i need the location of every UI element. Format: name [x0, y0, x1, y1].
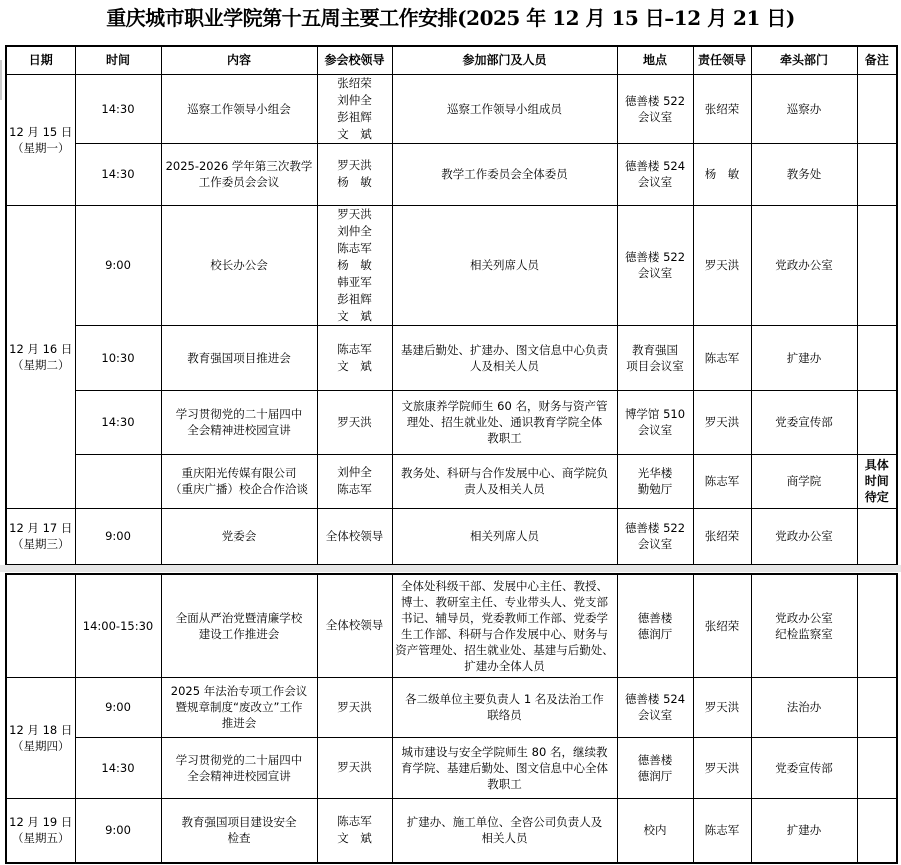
cell-content: 2025 年法治专项工作会议 暨规章制度“废改立”工作 推进会 [161, 677, 317, 737]
cell-content: 重庆阳光传媒有限公司 （重庆广播）校企合作洽谈 [161, 454, 317, 508]
cell-time: 9:00 [75, 677, 161, 737]
header-time: 时间 [75, 46, 161, 74]
window-edge [0, 60, 2, 100]
cell-dept: 党政办公室 [751, 205, 857, 325]
cell-note [857, 325, 897, 390]
cell-dept: 党政办公室 [751, 508, 857, 565]
table-row [6, 390, 897, 454]
cell-participants: 各二级单位主要负责人 1 名及法治工作 联络员 [392, 677, 617, 737]
cell-time: 9:00 [75, 798, 161, 863]
table-row [6, 508, 897, 565]
header-date: 日期 [6, 46, 75, 74]
cell-date [6, 574, 75, 677]
cell-location: 德善楼 522 会议室 [617, 205, 693, 325]
header-note: 备注 [857, 46, 897, 74]
table-row [6, 205, 897, 325]
cell-date: 12 月 16 日 （星期二） [6, 205, 75, 508]
cell-responsible: 张绍荣 [693, 74, 751, 143]
header-responsible: 责任领导 [693, 46, 751, 74]
cell-leaders: 罗天洪 [317, 677, 392, 737]
cell-leaders: 全体校领导 [317, 508, 392, 565]
header-location: 地点 [617, 46, 693, 74]
cell-responsible: 罗天洪 [693, 677, 751, 737]
cell-dept: 教务处 [751, 143, 857, 205]
cell-leaders: 刘仲全 陈志军 [317, 454, 392, 508]
cell-dept: 党政办公室 纪检监察室 [751, 574, 857, 677]
cell-responsible: 张绍荣 [693, 508, 751, 565]
schedule-table-page2 [5, 573, 898, 864]
cell-responsible: 罗天洪 [693, 205, 751, 325]
cell-leaders: 罗天洪 刘仲全 陈志军 杨 敏 韩亚军 彭祖辉 文 斌 [317, 205, 392, 325]
page-break [0, 565, 901, 572]
cell-responsible: 罗天洪 [693, 390, 751, 454]
cell-location: 德善楼 522 会议室 [617, 508, 693, 565]
cell-content: 教育强国项目推进会 [161, 325, 317, 390]
cell-responsible: 陈志军 [693, 454, 751, 508]
cell-participants: 相关列席人员 [392, 508, 617, 565]
cell-content: 校长办公会 [161, 205, 317, 325]
cell-location: 德善楼 德润厅 [617, 574, 693, 677]
cell-location: 德善楼 524 会议室 [617, 143, 693, 205]
cell-time: 9:00 [75, 205, 161, 325]
cell-leaders: 罗天洪 杨 敏 [317, 143, 392, 205]
cell-note [857, 737, 897, 798]
cell-location: 光华楼 勤勉厅 [617, 454, 693, 508]
header-content: 内容 [161, 46, 317, 74]
cell-participants: 教务处、科研与合作发展中心、商学院负 责人及相关人员 [392, 454, 617, 508]
cell-content: 党委会 [161, 508, 317, 565]
header-leaders: 参会校领导 [317, 46, 392, 74]
cell-note [857, 390, 897, 454]
cell-note [857, 74, 897, 143]
cell-content: 学习贯彻党的二十届四中 全会精神进校园宣讲 [161, 390, 317, 454]
cell-participants: 城市建设与安全学院师生 80 名，继续教 育学院、基建后勤处、图文信息中心全体 教职工 [392, 737, 617, 798]
cell-leaders: 陈志军 文 斌 [317, 798, 392, 863]
header-row [6, 46, 897, 74]
table-row [6, 143, 897, 205]
cell-location: 德善楼 德润厅 [617, 737, 693, 798]
cell-time [75, 454, 161, 508]
header-participants: 参加部门及人员 [392, 46, 617, 74]
cell-location: 博学馆 510 会议室 [617, 390, 693, 454]
cell-dept: 法治办 [751, 677, 857, 737]
cell-participants: 基建后勤处、扩建办、图文信息中心负责 人及相关人员 [392, 325, 617, 390]
table-row [6, 798, 897, 863]
cell-leaders: 罗天洪 [317, 737, 392, 798]
cell-participants: 巡察工作领导小组成员 [392, 74, 617, 143]
cell-leaders: 陈志军 文 斌 [317, 325, 392, 390]
table-row [6, 737, 897, 798]
cell-dept: 扩建办 [751, 325, 857, 390]
cell-content: 巡察工作领导小组会 [161, 74, 317, 143]
cell-participants: 扩建办、施工单位、全咨公司负责人及 相关人员 [392, 798, 617, 863]
cell-time: 14:30 [75, 143, 161, 205]
cell-responsible: 罗天洪 [693, 737, 751, 798]
cell-time: 14:00-15:30 [75, 574, 161, 677]
cell-content: 学习贯彻党的二十届四中 全会精神进校园宣讲 [161, 737, 317, 798]
cell-note [857, 508, 897, 565]
cell-note [857, 143, 897, 205]
table-row [6, 454, 897, 508]
table-row [6, 677, 897, 737]
cell-note: 具体 时间 待定 [857, 454, 897, 508]
cell-note [857, 677, 897, 737]
table-row [6, 574, 897, 677]
cell-dept: 巡察办 [751, 74, 857, 143]
cell-responsible: 陈志军 [693, 325, 751, 390]
cell-participants: 相关列席人员 [392, 205, 617, 325]
cell-content: 2025-2026 学年第三次教学 工作委员会会议 [161, 143, 317, 205]
cell-participants: 全体处科级干部、发展中心主任、教授、 博士、教研室主任、专业带头人、党支部 书记、辅导员，党委教师工作部、党委学 生工作部、科研与合作发展中心、财务与 资产管理处、招生就业处、基建与后勤处、 扩建办全体人员 [392, 574, 617, 677]
cell-dept: 商学院 [751, 454, 857, 508]
cell-participants: 教学工作委员会全体委员 [392, 143, 617, 205]
page-title: 重庆城市职业学院第十五周主要工作安排(2025 年 12 月 15 日–12 月 21 日) [106, 6, 795, 30]
cell-location: 德善楼 524 会议室 [617, 677, 693, 737]
header-dept: 牵头部门 [751, 46, 857, 74]
cell-dept: 党委宣传部 [751, 737, 857, 798]
cell-responsible: 张绍荣 [693, 574, 751, 677]
cell-note [857, 574, 897, 677]
cell-leaders: 张绍荣 刘仲全 彭祖辉 文 斌 [317, 74, 392, 143]
cell-dept: 党委宣传部 [751, 390, 857, 454]
cell-leaders: 全体校领导 [317, 574, 392, 677]
cell-location: 教育强国 项目会议室 [617, 325, 693, 390]
cell-time: 9:00 [75, 508, 161, 565]
cell-responsible: 杨 敏 [693, 143, 751, 205]
cell-dept: 扩建办 [751, 798, 857, 863]
table-row [6, 74, 897, 143]
cell-responsible: 陈志军 [693, 798, 751, 863]
cell-time: 14:30 [75, 737, 161, 798]
cell-participants: 文旅康养学院师生 60 名，财务与资产管 理处、招生就业处、通识教育学院全体 教职工 [392, 390, 617, 454]
cell-time: 14:30 [75, 74, 161, 143]
table-row [6, 325, 897, 390]
cell-time: 14:30 [75, 390, 161, 454]
cell-date: 12 月 15 日 （星期一） [6, 74, 75, 205]
cell-date: 12 月 17 日 （星期三） [6, 508, 75, 565]
cell-note [857, 205, 897, 325]
cell-date: 12 月 19 日 （星期五） [6, 798, 75, 863]
schedule-table-page1 [5, 45, 898, 566]
cell-content: 教育强国项目建设安全 检查 [161, 798, 317, 863]
cell-leaders: 罗天洪 [317, 390, 392, 454]
cell-note [857, 798, 897, 863]
cell-location: 校内 [617, 798, 693, 863]
cell-date: 12 月 18 日 （星期四） [6, 677, 75, 798]
cell-content: 全面从严治党暨清廉学校 建设工作推进会 [161, 574, 317, 677]
cell-time: 10:30 [75, 325, 161, 390]
cell-location: 德善楼 522 会议室 [617, 74, 693, 143]
